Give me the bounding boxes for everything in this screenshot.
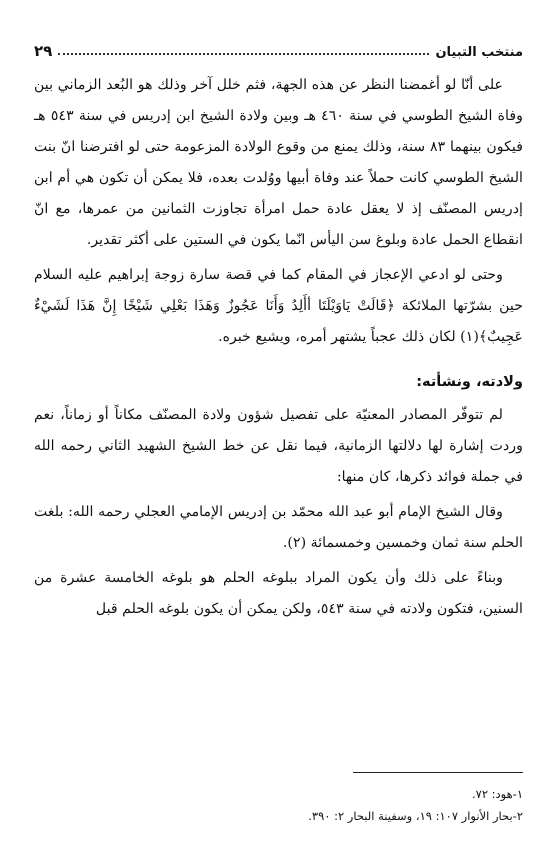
footnotes: [34, 772, 523, 827]
paragraph-4-quote: وقال الشيخ الإمام أبو عبد الله محمّد بن إدريس الإمامي العجلي رحمه الله: بلغت الحلم سنة ثمان وخمسين وخمسمائة (٢).: [34, 504, 523, 551]
page-number: ٢٩: [34, 42, 53, 60]
paragraph-3: لم تتوفّر المصادر المعنيّة على تفصيل شؤون ولادة المصنّف مكاناً أو زماناً، نعم وردت إشارة لها دلالتها الزمانية، فيما نقل عن خط الشيخ الشهيد الثاني رحمه الله في جملة فوائد ذكرها، كان منها:: [34, 407, 523, 485]
dotted-leader: [58, 53, 429, 55]
footnote-rule: [353, 772, 523, 773]
running-header: [34, 38, 523, 60]
paragraph-1: على أنّا لو أغمضنا النظر عن هذه الجهة، فثم خلل آخر وذلك هو البُعد الزماني بين وفاة الشيخ الطوسي في سنة ٤٦٠ هـ وبين ولادة الشيخ ابن إدريس في سنة ٥٤٣ هـ فيكون بينهما ٨٣ سنة، وذلك يمنع من وقوع الولادة المزعومة حتى لو افترضنا انّ بنت الشيخ الطوسي كانت حملاً عند وفاة أبيها ووُلدت بعده، فلا يمكن أن تكون هي أم ابن إدريس المصنّف إذ لا يعقل عادة حمل امرأة تجاوزت الثمانين من عمرها، مع انّ انقطاع الحمل عادة وبلوغ سن اليأس انّما يكون في الستين على أكثر تقدير.: [34, 77, 523, 248]
footnote-2: ٢-بحار الأنوار ١٠٧: ١٩، وسفينة البحار ٢: ٣٩٠.: [308, 809, 523, 823]
paragraph-5: وبناءً على ذلك وأن يكون المراد ببلوغه الحلم هو بلوغه الخامسة عشرة من السنين، فتكون ولادته في سنة ٥٤٣، ولكن يمكن أن يكون بلوغه الحلم قبل: [34, 570, 523, 617]
book-title: منتخب التبيان: [435, 45, 523, 60]
paragraph-2: وحتى لو ادعي الإعجاز في المقام كما في قصة سارة زوجة إبراهيم عليه السلام حين بشرّتها الملائكة ﴿قَالَتْ يَاوَيْلَتَا أأَلِدُ وَأَنَا عَجُوزٌ وَهَذَا بَعْلِي شَيْخًا إِنَّ هَذَا لَشَيْءٌ عَجِيبٌ﴾(١) لكان ذلك عجباً يشتهر أمره، ويشيع خبره.: [34, 267, 523, 345]
section-heading: ولادته، ونشأته:: [416, 374, 523, 390]
footnote-1: ١-هود: ٧٢.: [471, 787, 523, 801]
page-body: [34, 70, 523, 629]
